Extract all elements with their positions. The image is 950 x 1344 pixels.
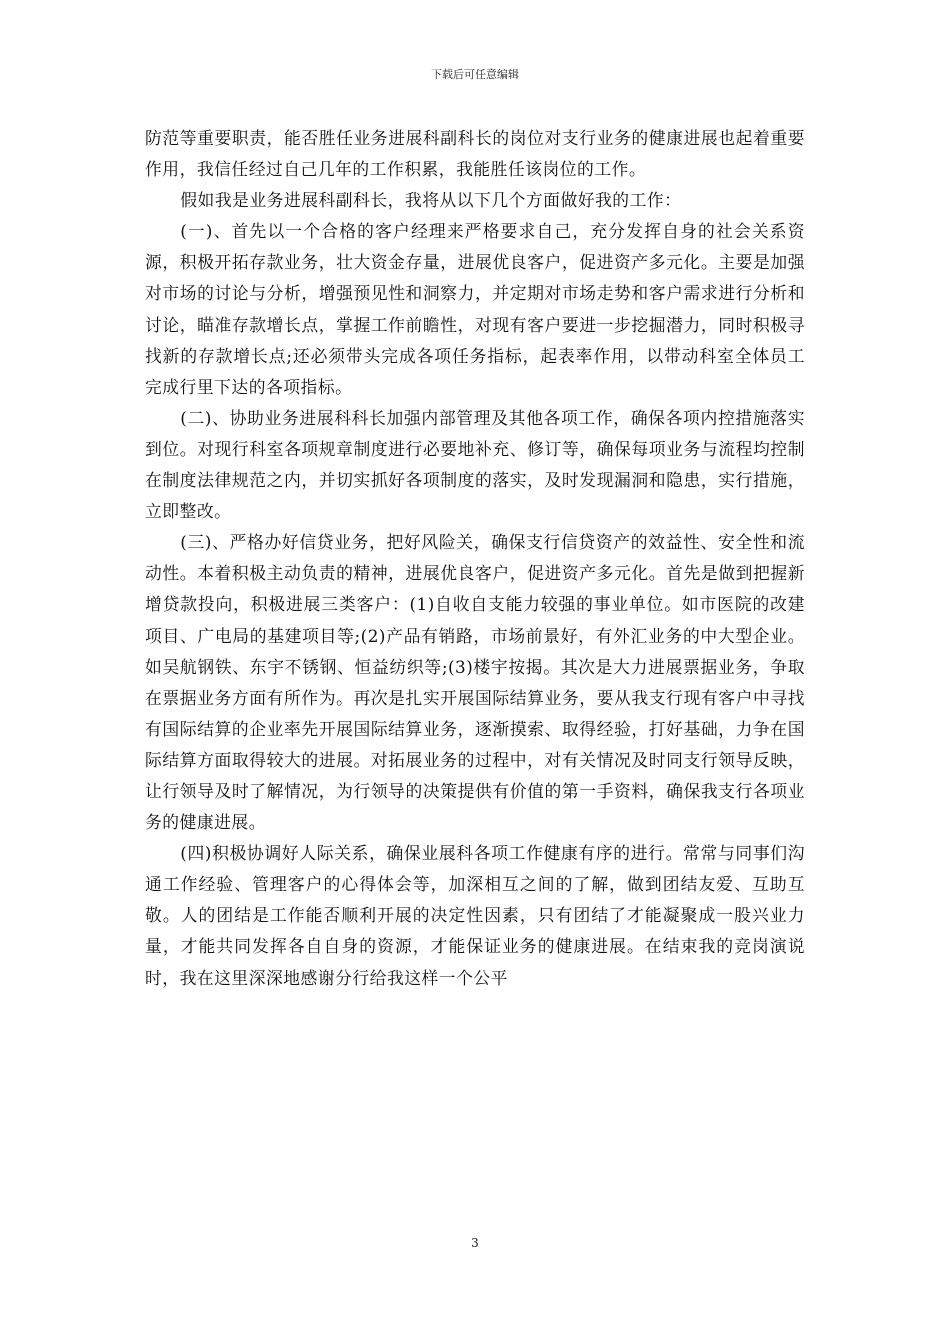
paragraph-6: (四)积极协调好人际关系，确保业展科各项工作健康有序的进行。常常与同事们沟通工作经验、管理客户的心得体会等，加深相互之间的了解，做到团结友爱、互助互敬。人的团结是工作能否顺利开展的决定性因素，只有团结了才能凝聚成一股兴业力量，才能共同发挥各自自身的资源，才能保证业务的健康进展。在结束我的竞岗演说时，我在这里深深地感谢分行给我这样一个公平 (145, 843, 805, 988)
page-header: 下载后可任意编辑 (431, 68, 519, 81)
paragraph-3: (一)、首先以一个合格的客户经理来严格要求自己，充分发挥自身的社会关系资源，积极开拓存款业务，壮大资金存量，进展优良客户，促进资产多元化。主要是加强对市场的讨论与分析，增强预见性和洞察力，并定期对市场走势和客户需求进行分析和讨论，瞄准存款增长点，掌握工作前瞻性，对现有客户要进一步挖掘潜力，同时积极寻找新的存款增长点;还必须带头完成各项任务指标，起表率作用，以带动科室全体员工完成行里下达的各项指标。 (145, 221, 805, 397)
paragraph-2: 假如我是业务进展科副科长，我将从以下几个方面做好我的工作： (180, 190, 682, 211)
paragraph-4: (二)、协助业务进展科科长加强内部管理及其他各项工作，确保各项内控措施落实到位。对现行科室各项规章制度进行必要地补充、修订等，确保每项业务与流程均控制在制度法律规范之内，并切实抓好各项制度的落实，及时发现漏洞和隐患，实行措施，立即整改。 (145, 407, 805, 522)
paragraph-1: 防范等重要职责，能否胜任业务进展科副科长的岗位对支行业务的健康进展也起着重要作用，我信任经过自己几年的工作积累，我能胜任该岗位的工作。 (145, 128, 805, 180)
page-number: 3 (471, 1236, 479, 1250)
document-body (145, 123, 805, 994)
paragraph-5: (三)、严格办好信贷业务，把好风险关，确保支行信贷资产的效益性、安全性和流动性。本着积极主动负责的精神，进展优良客户，促进资产多元化。首先是做到把握新增贷款投向，积极进展三类客户：(1)自收自支能力较强的事业单位。如市医院的改建项目、广电局的基建项目等;(2)产品有销路，市场前景好，有外汇业务的中大型企业。如吴航钢铁、东宇不锈钢、恒益纺织等;(3)楼宇按揭。其次是大力进展票据业务，争取在票据业务方面有所作为。再次是扎实开展国际结算业务，要从我支行现有客户中寻找有国际结算的企业率先开展国际结算业务，逐渐摸索、取得经验，打好基础，力争在国际结算方面取得较大的进展。对拓展业务的过程中，对有关情况及时同支行领导反映，让行领导及时了解情况，为行领导的决策提供有价值的第一手资料，确保我支行各项业务的健康进展。 (145, 532, 805, 833)
